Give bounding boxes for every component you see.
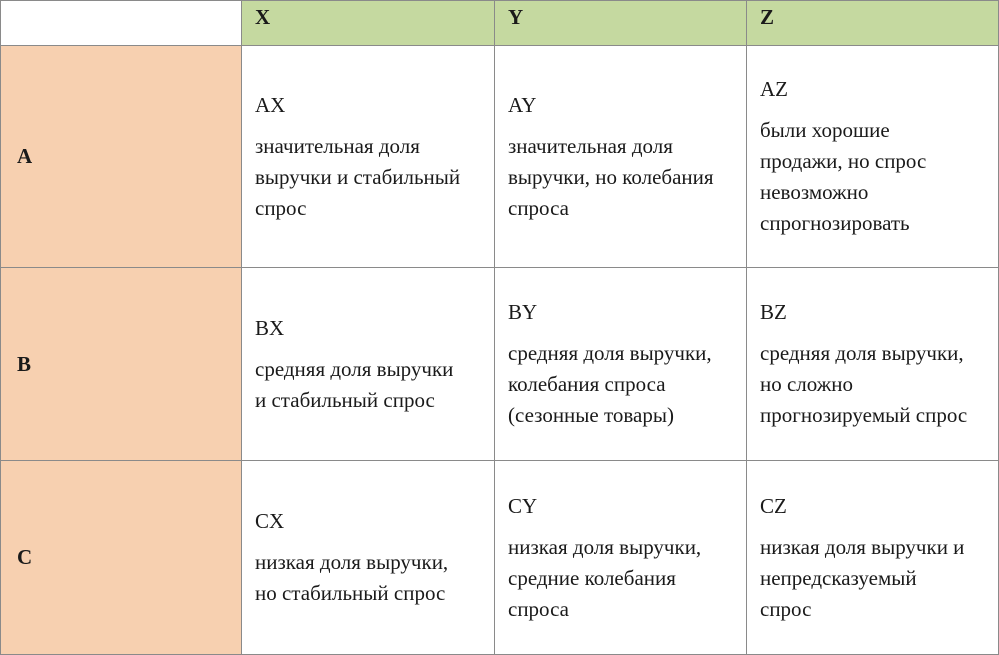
cell-code: AY [508,92,537,117]
cell-cz [747,461,998,654]
cell-description: средняя доля выручки и стабильный спрос [255,356,454,412]
cell-code: BZ [760,300,787,324]
cell-cx [242,461,495,654]
cell-description: низкая доля выручки, средние колебания спроса [508,534,702,621]
corner-cell [1,1,242,46]
cell-code: BX [255,315,285,340]
cell-description: значительная доля выручки и стабильный спрос [255,133,461,220]
row-header-b: B [1,268,242,461]
column-header-z: Z [747,1,998,46]
cell-description: низкая доля выручки, но стабильный спрос [255,550,449,605]
cell-cy [495,461,747,654]
cell-code: CY [508,493,538,518]
cell-description: значительная доля выручки, но колебания спроса [508,133,714,220]
cell-description: средняя доля выручки, но сложно прогнозируемый спрос [760,341,968,427]
cell-code: CZ [760,493,787,518]
column-header-y: Y [495,1,747,46]
cell-description: низкая доля выручки и непредсказуемый спрос [760,534,965,621]
cell-code: BY [508,300,538,324]
cell-by [495,268,747,461]
cell-ay [495,46,747,268]
cell-az [747,46,998,268]
cell-ax [242,46,495,268]
cell-bx [242,268,495,461]
cell-description: средняя доля выручки, колебания спроса (сезонные товары) [508,341,712,427]
cell-description: были хорошие продажи, но спрос невозможно спрогнозировать [760,118,927,235]
cell-code: AZ [760,77,788,101]
cell-bz [747,268,998,461]
row-header-a: A [1,46,242,268]
column-header-x: X [242,1,495,46]
cell-code: AX [255,92,286,117]
cell-code: CX [255,509,285,533]
row-header-c: C [1,461,242,654]
